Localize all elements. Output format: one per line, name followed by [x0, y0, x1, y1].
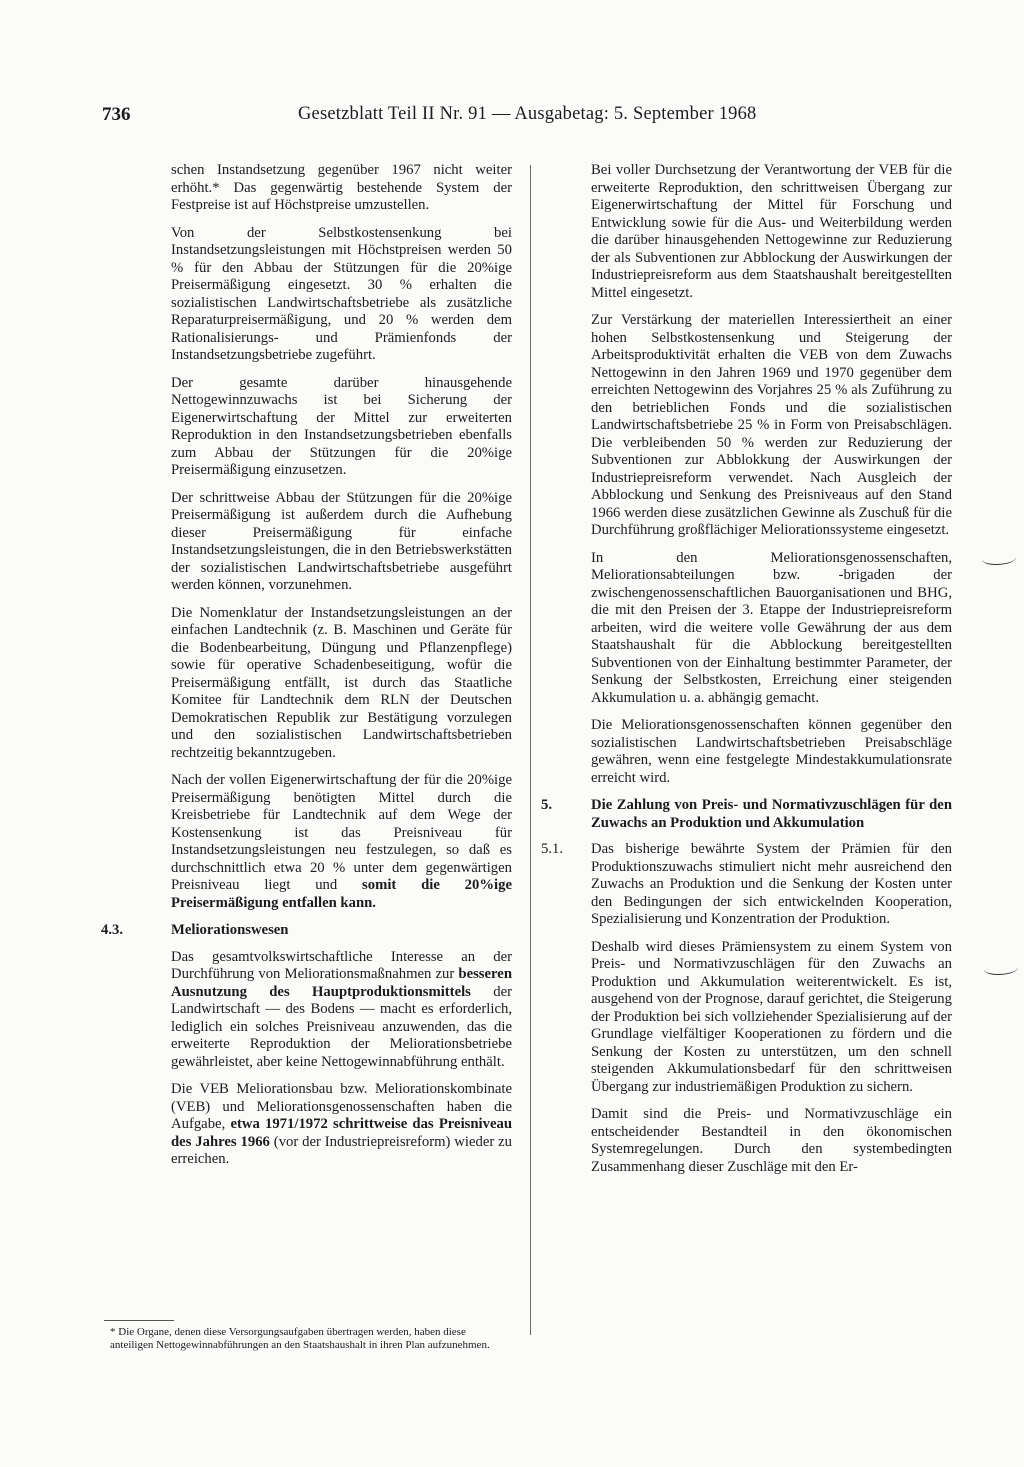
right-column	[541, 162, 952, 1186]
paragraph: Die Nomenklatur der Instandsetzungsleistungen an der einfachen Landtechnik (z. B. Maschinen und Geräte für die Bodenbearbeitung, Düngung und Pflanzenpflege) sowie für operative Schadenbeseitigung, wofür die Preisermäßigung entfällt, ist durch das Staatliche Komitee für Landtechnik dem RLN der Deutschen Demokratischen Republik zur Bestätigung vorzulegen und den sozialistischen Landwirtschaftsbetrieben rechtzeitig bekanntzugeben.	[171, 604, 512, 761]
emphasis: somit die 20%ige Preisermäßigung entfallen kann.	[171, 877, 512, 911]
column-divider	[530, 165, 531, 1335]
emphasis: etwa 1971/1972 schrittweise das Preisniveau des Jahres 1966	[171, 1116, 512, 1150]
paragraph	[171, 772, 512, 912]
text-run: der Landwirtschaft — des Bodens — macht es erforderlich, lediglich ein solches Preisniveau anzuwenden, das die erweiterte Reproduktion der Meliorationsbetriebe gewährleistet, aber keine Nettogewinnabführung enthält.	[171, 983, 512, 1070]
margin-mark	[982, 552, 1016, 565]
text-run: Das gesamtvolkswirtschaftliche Interesse an der Durchführung von Meliorationsmaßnahmen zur	[171, 948, 512, 982]
section-title: Meliorationswesen	[171, 922, 289, 938]
section-title: Die Zahlung von Preis- und Normativzuschlägen für den Zuwachs an Produktion und Akkumulation	[591, 797, 952, 831]
paragraph: Deshalb wird dieses Prämiensystem zu einem System von Preis- und Normativzuschlägen für den Zuwachs an Produktion und Akkumulation weiterentwickelt. Es ist, ausgehend von der Prognose, darauf gerichtet, die Steigerung der Produktion bei sich vollziehender Spezialisierung auf der Grundlage vielfältiger Kooperationen zu fördern und die Senkung der Kosten zu unterstützen, um den schnell steigenden Akkumulationsbedarf für den schrittweisen Übergang zur industriemäßigen Produktion zu sichern.	[591, 938, 952, 1095]
page-number: 736	[102, 104, 131, 125]
paragraph: Von der Selbstkostensenkung bei Instandsetzungsleistungen mit Höchstpreisen werden 50 % für den Abbau der Stützungen für die 20%ige Preisermäßigung eingesetzt. 30 % erhalten die sozialistischen Landwirtschaftsbetriebe als zusätzliche Reparaturpreisermäßigung, und 20 % werden dem Rationalisierungs- und Prämienfonds der Instandsetzungsbetriebe zugeführt.	[171, 224, 512, 363]
paragraph: In den Meliorationsgenossenschaften, Meliorationsabteilungen bzw. -brigaden der zwischengenossenschaftlichen Bauorganisationen und BHG, die mit den Preisen der 3. Etappe der Industriepreisreform arbeiten, wird die weitere volle Gewährung der aus dem Staatshaushalt für die Abblockung bereitgestellten Subventionen von der Einhaltung bestimmter Parameter, der Senkung der Selbstkosten, Erreichung einer steigenden Akkumulation u. a. abhängig gemacht.	[591, 549, 952, 706]
footnote: * Die Organe, denen diese Versorgungsaufgaben übertragen werden, haben diese anteiligen Nettogewinnabführungen an den Staatshaushalt in ihren Plan aufzunehmen.	[110, 1326, 490, 1351]
left-column	[101, 162, 512, 1179]
section-4-3-heading	[101, 922, 512, 940]
section-number: 5.	[541, 797, 553, 813]
text-run: Nach der vollen Eigenerwirtschaftung der für die 20%ige Preisermäßigung benötigten Mittel durch die Kreisbetriebe für Landtechnik auf dem Wege der Kostensenkung ist das Preisniveau für Instandsetzungsleistungen neu festzulegen, so daß es durchschnittlich etwa 20 % unter dem gegenwärtigen Preisniveau liegt und	[171, 772, 512, 893]
paragraph: Zur Verstärkung der materiellen Interessiertheit an einer hohen Selbstkostensenkung und Steigerung der Arbeitsproduktivität erhalten die VEB von dem Zuwachs Nettogewinn in den Jahren 1969 und 1970 gegenüber dem erreichten Nettogewinn des Vorjahres 25 % als Zuführung zu den betrieblichen Fonds und die sozialistischen Landwirtschaftsbetriebe 25 % in Form von Preisabschlägen. Die verbleibenden 50 % werden zur Reduzierung der Subventionen zur Abblokkung der Auswirkungen der Industriepreisreform verwendet. Nach Ausgleich der Abblockung und Senkung des Preisniveaus auf den Stand 1966 werden diese zusätzlichen Gewinne als Zuschuß für die Durchführung großflächiger Meliorationssysteme eingesetzt.	[591, 312, 952, 538]
emphasis: besseren Ausnutzung des Hauptproduktionsmittels	[171, 966, 512, 1000]
paragraph: Bei voller Durchsetzung der Verantwortung der VEB für die erweiterte Reproduktion, den schrittweisen Übergang zur Eigenerwirtschaftung der Mittel für Forschung und Entwicklung sowie für die Aus- und Weiterbildung werden die darüber hinausgehenden Nettogewinne zur Reduzierung der als Subventionen zur Abblockung der Auswirkungen der Industriepreisreform aus dem Staatshaushalt bereitgestellten Mittel eingesetzt.	[591, 162, 952, 301]
running-title: Gesetzblatt Teil II Nr. 91 — Ausgabetag: 5. September 1968	[298, 104, 757, 124]
subsection-5-1	[541, 841, 952, 929]
paragraph	[171, 1081, 512, 1169]
page-header	[98, 104, 938, 132]
text-run: (vor der Industriepreisreform) wieder zu erreichen.	[171, 1133, 512, 1167]
paragraph: Der gesamte darüber hinausgehende Nettogewinnzuwachs ist bei Sicherung der Eigenerwirtschaftung der Mittel zur erweiterten Reproduktion in den Instandsetzungsbetrieben ebenfalls zum Abbau der Stützungen für die 20%ige Preisermäßigung einzusetzen.	[171, 374, 512, 478]
subsection-number: 5.1.	[541, 841, 564, 857]
footnote-rule	[104, 1320, 174, 1321]
text-run: Die VEB Meliorationsbau bzw. Meliorationskombinate (VEB) und Meliorationsgenossenschaften haben die Aufgabe,	[171, 1081, 512, 1132]
paragraph: Damit sind die Preis- und Normativzuschläge ein entscheidender Bestandteil in den ökonomischen Systemregelungen. Durch den systembedingten Zusammenhang dieser Zuschläge mit den Er-	[591, 1106, 952, 1175]
paragraph: Der schrittweise Abbau der Stützungen für die 20%ige Preisermäßigung ist außerdem durch die Aufhebung dieser Preisermäßigung für einfache Instandsetzungsleistungen, die in den Betriebswerkstätten der sozialistischen Landwirtschaftsbetriebe ausgeführt werden können, vorzunehmen.	[171, 489, 512, 593]
section-number: 4.3.	[101, 922, 124, 938]
margin-mark	[984, 962, 1018, 975]
paragraph: Die Meliorationsgenossenschaften können gegenüber den sozialistischen Landwirtschaftsbetrieben Preisabschläge gewähren, wenn eine festgelegte Mindestakkumulationsrate erreicht wird.	[591, 717, 952, 786]
paragraph: schen Instandsetzung gegenüber 1967 nicht weiter erhöht.* Das gegenwärtig bestehende System der Festpreise ist auf Höchstpreise umzustellen.	[171, 162, 512, 213]
paragraph	[171, 949, 512, 1072]
section-5-heading	[541, 797, 952, 832]
paragraph: Das bisherige bewährte System der Prämien für den Produktionszuwachs stimuliert nicht mehr ausreichend den Zuwachs an Produktion und die Senkung der Kosten unter den Bedingungen der sich entwickelnden Kooperation, Spezialisierung und Konzentration der Produktion.	[591, 841, 952, 927]
